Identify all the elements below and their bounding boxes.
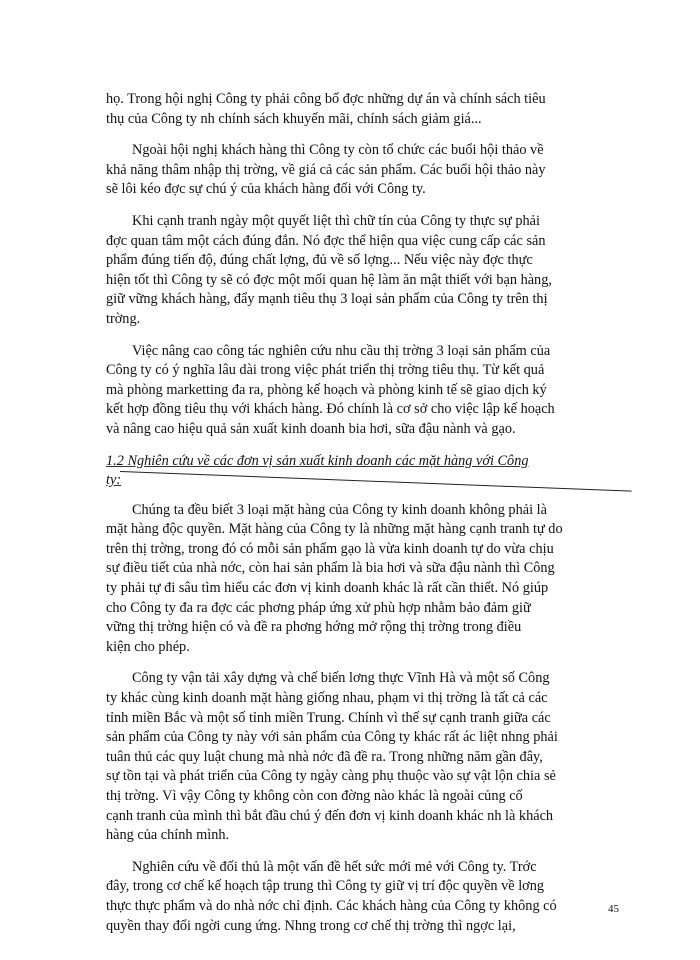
text-line: mà phòng marketting đa ra, phòng kế hoạch và phòng kinh tế sẽ giao dịch ký <box>106 381 547 398</box>
text-line: sản phẩm của Công ty này với sản phẩm của Công ty khác rất ác liệt nhng phải <box>106 729 558 746</box>
text-line: đây, trong cơ chế kế hoạch tập trung thì Công ty giữ vị trí độc quyền về lơng <box>106 878 545 895</box>
text-line: Ngoài hội nghị khách hàng thì Công ty còn tổ chức các buổi hội thảo về <box>132 142 544 159</box>
text-line: cho Công ty đa ra đợc các phơng pháp ứng xử phù hợp nhằm bảo đảm giữ <box>106 599 531 616</box>
paragraph <box>106 342 626 440</box>
paragraph <box>106 212 626 330</box>
text-line: hàng của chính mình. <box>106 827 230 844</box>
text-line: thực thực phẩm và do nhà nớc chỉ định. Các khách hàng của Công ty không có <box>106 897 557 914</box>
paragraph <box>106 90 626 129</box>
text-line: hiện tốt thì Công ty sẽ có đợc một mối quan hệ làm ăn mật thiết với bạn hàng, <box>106 271 552 288</box>
paragraph <box>106 141 626 200</box>
section-heading-line-2: ty: <box>106 472 122 489</box>
text-line: vững thị trờng hiện có và đề ra phơng hớng mở rộng thị trờng trong điều <box>106 619 522 636</box>
text-line: sẽ lôi kéo đợc sự chú ý của khách hàng đối với Công ty. <box>106 181 426 198</box>
text-line: cạnh tranh của mình thì bắt đầu chú ý đến đơn vị kinh doanh khác nh là khách <box>106 807 554 824</box>
text-line: ty phải tự đi sâu tìm hiểu các đơn vị kinh doanh khác là rất cần thiết. Nó giúp <box>106 580 549 597</box>
text-line: phẩm đúng tiến độ, đúng chất lợng, đủ về số lợng... Nếu việc này đợc thực <box>106 252 533 269</box>
text-line: thị trờng. Vì vậy Công ty không còn con đờng nào khác là ngoài củng cố <box>106 788 523 804</box>
text-line: kết hợp đồng tiêu thụ với khách hàng. Đó chính là cơ sở cho việc lập kế hoạch <box>106 401 555 418</box>
text-line: Công ty vận tải xây dựng và chế biến lơng thực Vĩnh Hà và một số Công <box>132 670 550 687</box>
section-heading <box>106 452 626 491</box>
text-line: mặt hàng độc quyền. Mặt hàng của Công ty là những mặt hàng cạnh tranh tự do <box>106 521 563 538</box>
document-body <box>106 90 626 948</box>
text-line: họ. Trong hội nghị Công ty phải công bố đợc những dự án và chính sách tiêu <box>106 91 546 107</box>
text-line: khả năng thâm nhập thị trờng, về giá cả các sản phẩm. Các buổi hội thảo này <box>106 161 546 178</box>
text-line: tỉnh miền Bắc và một số tỉnh miền Trung. Chính vì thế sự cạnh tranh giữa các <box>106 709 551 726</box>
text-line: đợc quan tâm một cách đúng đắn. Nó đợc thể hiện qua việc cung cấp các sản <box>106 232 546 249</box>
paragraph <box>106 669 626 845</box>
paragraph-group-1 <box>106 90 626 440</box>
text-line: và nâng cao hiệu quả sản xuất kinh doanh bia hơi, sữa đậu nành và gạo. <box>106 420 516 437</box>
text-line: sự tồn tại và phát triển của Công ty ngày càng phụ thuộc vào sự vật lộn chia sẻ <box>106 768 556 785</box>
text-line: giữ vững khách hàng, đẩy mạnh tiêu thụ 3 loại sản phẩm của Công ty trên thị <box>106 291 548 308</box>
paragraph-group-2 <box>106 501 626 936</box>
text-line: trờng. <box>106 310 141 327</box>
text-line: Chúng ta đều biết 3 loại mặt hàng của Công ty kinh doanh không phải là <box>132 501 547 518</box>
text-line: thụ của Công ty nh chính sách khuyến mãi, chính sách giảm giá... <box>106 110 482 127</box>
text-line: Công ty có ý nghĩa lâu dài trong việc phát triển thị trờng tiêu thụ. Từ kết quả <box>106 362 545 379</box>
text-line: sự điều tiết của nhà nớc, còn hai sản phẩm là bia hơi và sữa đậu nành thì Công <box>106 560 555 577</box>
text-line: trên thị trờng, trong đó có mỗi sản phẩm gạo là vừa kinh doanh tự do vừa chịu <box>106 540 554 557</box>
text-line: kiện cho phép. <box>106 638 190 655</box>
paragraph <box>106 501 626 658</box>
paragraph <box>106 858 626 936</box>
page-number: 45 <box>608 903 619 915</box>
text-line: quyền thay đổi ngời cung ứng. Nhng trong cơ chế thị trờng thì ngợc lại, <box>106 917 516 934</box>
text-line: Khi cạnh tranh ngày một quyết liệt thì chữ tín của Công ty thực sự phải <box>132 212 540 229</box>
text-line: Nghiên cứu về đối thủ là một vấn đề hết sức mới mẻ với Công ty. Trớc <box>132 858 537 875</box>
text-line: tuân thủ các quy luật chung mà nhà nớc đã đề ra. Trong những năm gần đây, <box>106 748 543 765</box>
section-heading-line-1: 1.2 Nghiên cứu về các đơn vị sản xuất kinh doanh các mặt hàng với Công <box>106 452 529 469</box>
text-line: Việc nâng cao công tác nghiên cứu nhu cầu thị trờng 3 loại sản phẩm của <box>132 342 551 359</box>
text-line: ty khác cùng kinh doanh mặt hàng giống nhau, phạm vi thị trờng là tất cả các <box>106 690 548 707</box>
